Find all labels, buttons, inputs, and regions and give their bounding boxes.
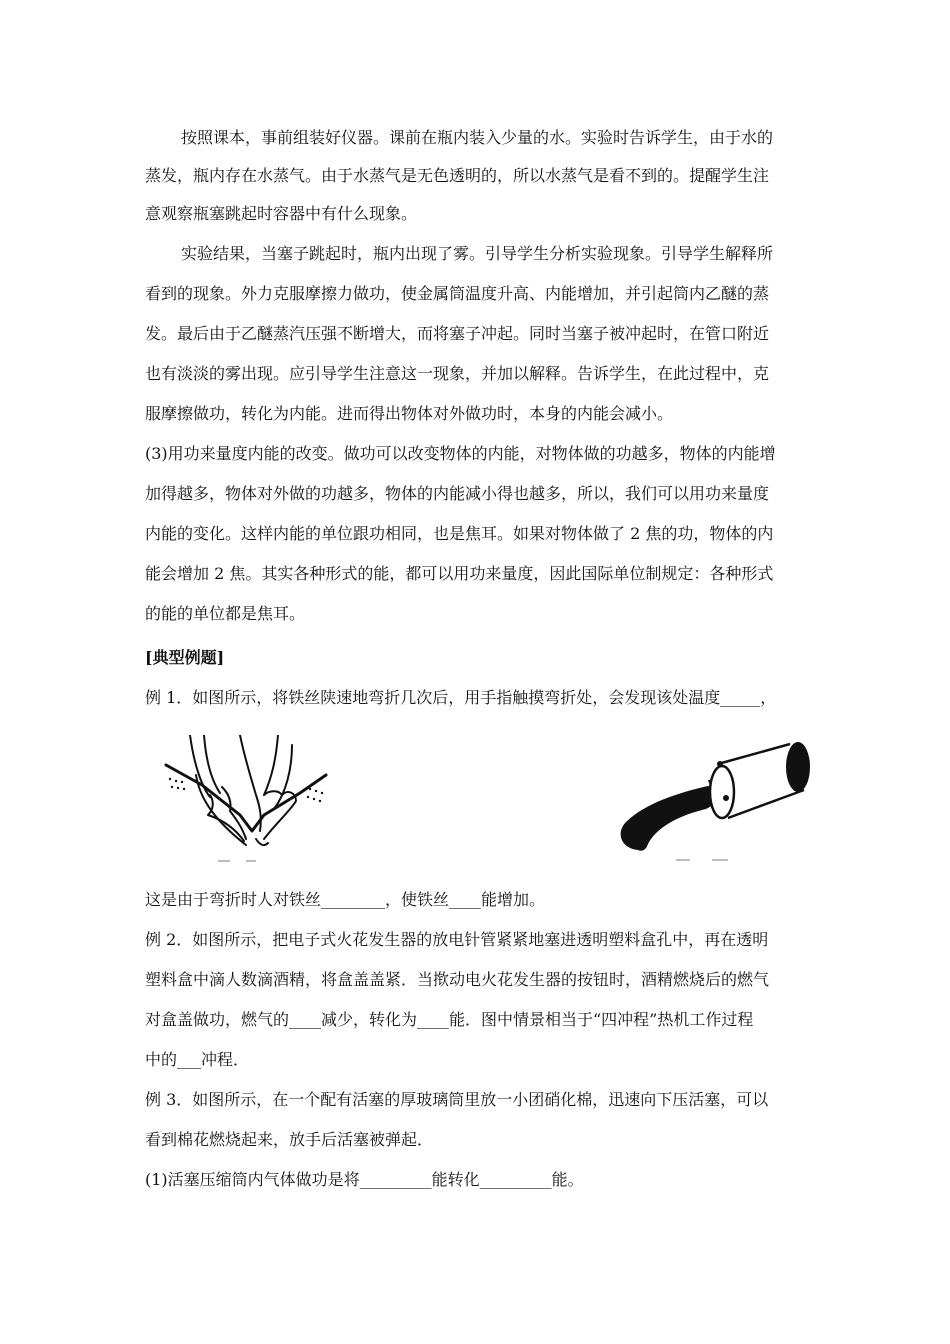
spark-igniter-box-figure: [612, 740, 812, 865]
paragraph3-line: 能会增加 2 焦。其实各种形式的能，都可以用功来量度，因此国际单位制规定：各种形式: [145, 564, 774, 583]
paragraph2-line: 服摩擦做功，转化为内能。进而得出物体对外做功时，本身的内能会减小。: [145, 404, 674, 423]
example1-answer-line: 这是由于弯折时人对铁丝________，使铁丝____能增加。: [145, 890, 546, 909]
example2-line: 例 2．如图所示，把电子式火花发生器的放电针管紧紧地塞进透明塑料盒孔中，再在透明: [145, 930, 769, 949]
section-heading: [典型例题]: [145, 648, 225, 667]
paragraph2-line: 也有淡淡的雾出现。应引导学生注意这一现象，并加以解释。告诉学生，在此过程中，克: [145, 364, 770, 383]
paragraph1-line: 意观察瓶塞跳起时容器中有什么现象。: [145, 204, 418, 223]
example2-line: 中的___冲程．: [145, 1050, 250, 1069]
hands-bending-wire-figure: [160, 735, 330, 865]
paragraph2-line: 实验结果，当塞子跳起时，瓶内出现了雾。引导学生分析实验现象。引导学生解释所: [181, 244, 774, 263]
paragraph3-line: (3)用功来量度内能的改变。做功可以改变物体的内能，对物体做的功越多，物体的内能增: [145, 444, 776, 463]
paragraph3-line: 内能的变化。这样内能的单位跟功相同，也是焦耳。如果对物体做了 2 焦的功，物体的内: [145, 524, 774, 543]
paragraph2-line: 发。最后由于乙醚蒸汽压强不断增大，而将塞子冲起。同时当塞子被冲起时，在管口附近: [145, 324, 770, 343]
example2-line: 对盒盖做功，燃气的____减少，转化为____能．图中情景相当于“四冲程”热机工作过程: [145, 1010, 754, 1029]
example3-line: (1)活塞压缩筒内气体做功是将_________能转化_________能。: [145, 1170, 584, 1189]
paragraph1-line: 按照课本，事前组装好仪器。课前在瓶内装入少量的水。实验时告诉学生，由于水的: [181, 128, 774, 147]
example1-question: 例 1．如图所示，将铁丝陕速地弯折几次后，用手指触摸弯折处，会发现该处温度_____，: [145, 688, 777, 707]
paragraph3-line: 的能的单位都是焦耳。: [145, 604, 306, 623]
example3-line: 看到棉花燃烧起来，放手后活塞被弹起．: [145, 1130, 434, 1149]
paragraph2-line: 看到的现象。外力克服摩擦力做功，使金属筒温度升高、内能增加，并引起筒内乙醚的蒸: [145, 284, 770, 303]
example3-line: 例 3．如图所示，在一个配有活塞的厚玻璃筒里放一小团硝化棉，迅速向下压活塞，可以: [145, 1090, 769, 1109]
paragraph1-line: 蒸发，瓶内存在水蒸气。由于水蒸气是无色透明的，所以水蒸气是看不到的。提醒学生注: [145, 166, 770, 185]
paragraph3-line: 加得越多，物体对外做的功越多，物体的内能减小得也越多，所以，我们可以用功来量度: [145, 484, 770, 503]
example2-line: 塑料盒中滴人数滴酒精，将盒盖盖紧．当揿动电火花发生器的按钮时，酒精燃烧后的燃气: [145, 970, 770, 989]
